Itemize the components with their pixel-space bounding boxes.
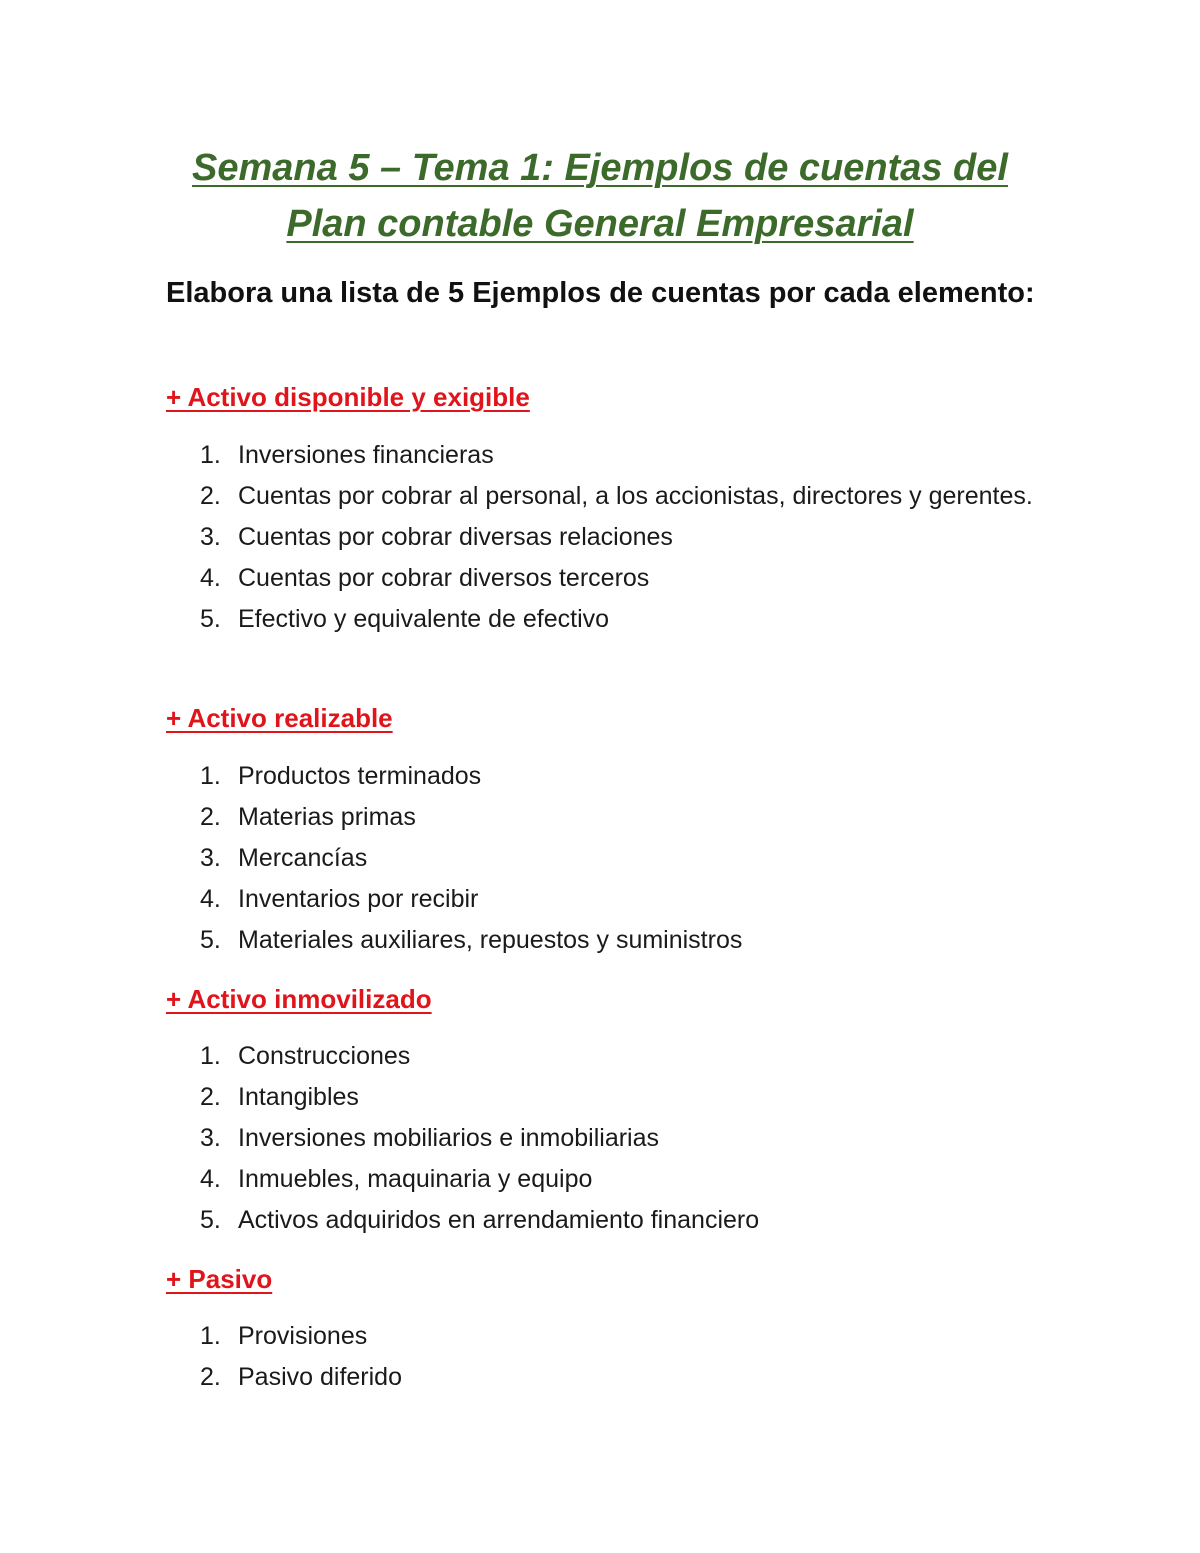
title-line-1: Semana 5 – Tema 1: Ejemplos de cuentas del [192, 147, 1008, 189]
intro-instruction: Elabora una lista de 5 Ejemplos de cuentas por cada elemento: [166, 277, 1035, 309]
list-item: 1. Productos terminados [200, 762, 482, 790]
list-item: 1. Provisiones [200, 1322, 368, 1350]
list-pasivo [200, 1316, 1060, 1398]
list-item: 5. Materiales auxiliares, repuestos y suministros [200, 926, 743, 954]
document-title [150, 140, 1050, 252]
list-item: 2. Intangibles [200, 1083, 359, 1111]
list-activo-disponible [200, 435, 1060, 640]
list-item: 2. Materias primas [200, 803, 416, 831]
list-item: 4. Inmuebles, maquinaria y equipo [200, 1165, 593, 1193]
list-item: 3. Mercancías [200, 844, 368, 872]
list-activo-inmovilizado [200, 1036, 1060, 1241]
list-item: 2. Cuentas por cobrar al personal, a los accionistas, directores y gerentes. [200, 482, 1033, 510]
title-line-2: Plan contable General Empresarial [286, 203, 914, 245]
list-item: 5. Activos adquiridos en arrendamiento financiero [200, 1206, 760, 1234]
list-item: 3. Cuentas por cobrar diversas relaciones [200, 523, 673, 551]
list-item: 2. Pasivo diferido [200, 1363, 402, 1391]
list-item: 5. Efectivo y equivalente de efectivo [200, 605, 610, 633]
list-item: 1. Construcciones [200, 1042, 411, 1070]
list-item: 1. Inversiones financieras [200, 441, 494, 469]
section-heading-activo-disponible: + Activo disponible y exigible [166, 382, 530, 412]
section-heading-activo-realizable: + Activo realizable [166, 703, 393, 733]
section-heading-pasivo: + Pasivo [166, 1264, 273, 1294]
list-item: 3. Inversiones mobiliarios e inmobiliarias [200, 1124, 660, 1152]
list-item: 4. Inventarios por recibir [200, 885, 479, 913]
section-heading-activo-inmovilizado: + Activo inmovilizado [166, 984, 432, 1014]
list-item: 4. Cuentas por cobrar diversos terceros [200, 564, 650, 592]
list-activo-realizable [200, 756, 1060, 961]
